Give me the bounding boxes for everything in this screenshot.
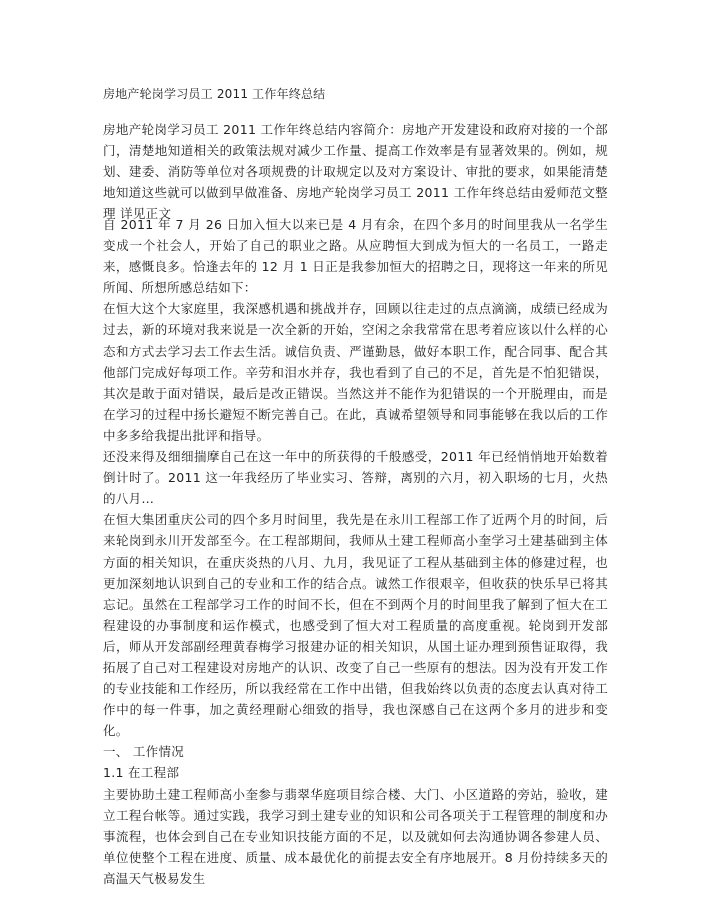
body-paragraph: 主要协助土建工程师高小奎参与翡翠华庭项目综合楼、大门、小区道路的旁站，验收，建立工程台帐等。通过实践，我学习到土建专业的知识和公司各项关于工程管理的制度和办事流程，也体会到自己在专业知识技能方面的不足，以及就如何去沟通协调各参建人员、单位使整个工程在进度、质量、成本最优化的前提去安全有序地展开。8 月份持续多天的高温天气极易发生	[103, 786, 608, 886]
document-body	[103, 214, 608, 889]
body-paragraph: 还没来得及细细揣摩自己在这一年中的所获得的千般感受，2011 年已经悄悄地开始数着倒计时了。2011 这一年我经历了毕业实习、答辩，离别的六月，初入职场的七月，火热的八月…	[103, 449, 608, 507]
subsection-heading: 1.1 在工程部	[103, 765, 180, 781]
section-heading: 一、 工作情况	[103, 744, 185, 760]
body-paragraph: 自 2011 年 7 月 26 日加入恒大以来已是 4 月有余，在四个多月的时间里我从一名学生变成一个社会人，开始了自己的职业之路。从应聘恒大到成为恒大的一名员工，一路走来，感慨良多。恰逢去年的 12 月 1 日正是我参加恒大的招聘之日，现将这一年来的所见所闻、所想所感总结如下：	[103, 217, 608, 296]
body-paragraph: 在恒大集团重庆公司的四个多月时间里，我先是在永川工程部工作了近两个月的时间，后来轮岗到永川开发部至今。在工程部期间，我师从土建工程师高小奎学习土建基础到主体方面的相关知识，在重庆炎热的八月、九月，我见证了工程从基础到主体的修建过程，也更加深刻地认识到自己的专业和工作的结合点。诚然工作很艰辛，但收获的快乐早已将其忘记。虽然在工程部学习工作的时间不长，但在不到两个月的时间里我了解到了恒大在工程建设的办事制度和运作模式，也感受到了恒大对工程质量的高度重视。轮岗到开发部后，师从开发部副经理黄春梅学习报建办证的相关知识，从国土证办理到预售证取得，我拓展了自己对工程建设对房地产的认识、改变了自己一些原有的想法。因为没有开发工作的专业技能和工作经历，所以我经常在工作中出错，但我始终以负责的态度去认真对待工作中的每一件事，加之黄经理耐心细致的指导，我也深感自己在这两个多月的进步和变化。	[103, 512, 608, 739]
document-summary: 房地产轮岗学习员工 2011 工作年终总结内容简介：房地产开发建设和政府对接的一个部门，清楚地知道相关的政策法规对减少工作量、提高工作效率是有显著效果的。例如，规划、建委、消防等单位对各项规费的计取规定以及对方案设计、审批的要求，如果能清楚地知道这些就可以做到早做准备、房地产轮岗学习员工 2011 工作年终总结由爱师范文整理 详见正文	[103, 122, 608, 221]
document-title: 房地产轮岗学习员工 2011 工作年终总结	[103, 87, 326, 101]
body-paragraph: 在恒大这个大家庭里，我深感机遇和挑战并存，回顾以往走过的点点滴滴，成绩已经成为过去，新的环境对我来说是一次全新的开始，空闲之余我常常在思考着应该以什么样的心态和方式去学习去工作去生活。诚信负责、严谨勤恳，做好本职工作，配合同事、配合其他部门完成好每项工作。辛劳和泪水并存，我也看到了自己的不足，首先是不怕犯错误，其次是敢于面对错误，最后是改正错误。当然这并不能作为犯错误的一个开脱理由，而是在学习的过程中扬长避短不断完善自己。在此，真诚希望领导和同事能够在我以后的工作中多多给我提出批评和指导。	[103, 301, 608, 443]
